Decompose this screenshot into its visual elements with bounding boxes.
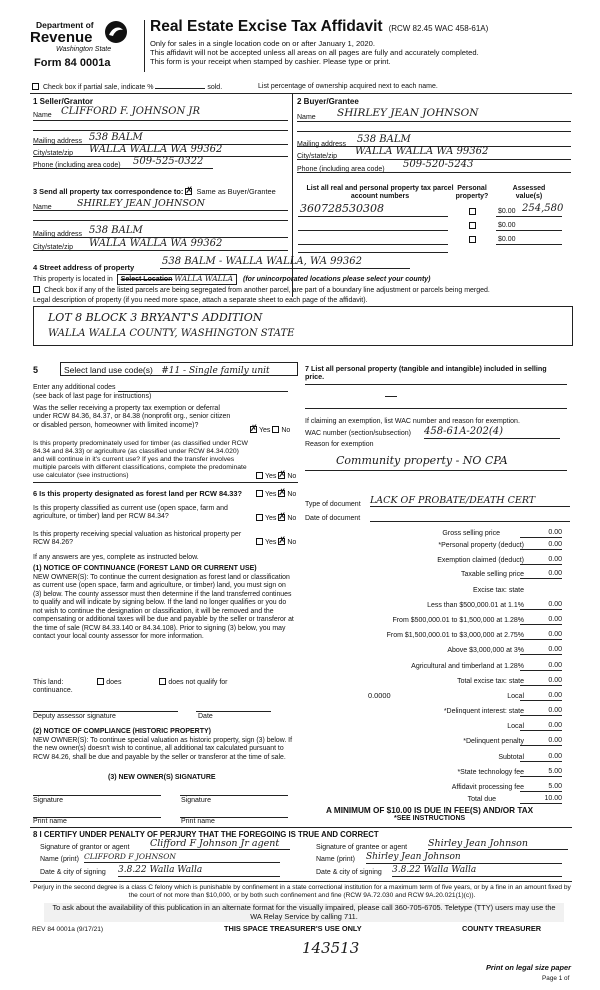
tax-row-label: Above $3,000,000 at 3% — [447, 647, 524, 654]
notice2-body: NEW OWNER(S): To continue special valuation as historic property, sign (3) below. If the new owner(s) doesn't wish to continue, all additional tax calculated pursuant to RCW 84.26, shall be due and payable by the seller or transferor at the time of sale. — [33, 737, 293, 761]
exemption-question: Was the seller receiving a property tax exemption or deferral under RCW 84.36, 84.37, or 84.38 (nonprofit org., senior citizen or disabled person, homeowner with limited income)? — [33, 405, 231, 429]
tax-row-line — [520, 776, 562, 777]
tax-row-value[interactable]: 0.00 — [548, 556, 562, 563]
legal-size-note: Print on legal size paper — [486, 963, 572, 972]
does-qualify-checkbox[interactable] — [97, 678, 104, 685]
forest-question: 6 Is this property designated as forest land per RCW 84.33? — [33, 489, 243, 498]
form-number: Form 84 0001a — [34, 57, 111, 69]
s3-name-label: Name — [33, 204, 52, 211]
doc-type[interactable]: LACK OF PROBATE/DEATH CERT — [370, 495, 570, 507]
personal-property-checkbox[interactable] — [469, 222, 476, 229]
parcel-col3: Assessed value(s) — [512, 185, 546, 201]
grantor-signature[interactable]: Clifford F Johnson Jr agent — [150, 838, 290, 850]
tax-row-line — [520, 700, 562, 701]
seller-city-label: City/state/zip — [33, 150, 74, 157]
tax-row-label: Excise tax: state — [473, 587, 524, 594]
timber-question: Is this property predominately used for timber (as classified under RCW 84.34 and 84.33) or agriculture (as classified under RCW 84.34.020) and will continue in it's current use? If yes and the transfer involves multiple parcels with different classifications, complete the predominate use calculator (see instructions) — [33, 440, 248, 480]
tax-row-value[interactable]: 5.00 — [548, 768, 562, 775]
tax-row-value[interactable]: 0.00 — [548, 677, 562, 684]
tax-row-value[interactable]: 0.00 — [548, 722, 562, 729]
buyer-city-label: City/state/zip — [297, 153, 338, 160]
ownership-note: List percentage of ownership acquired next to each name. — [258, 83, 438, 90]
tax-row-label: *Delinquent interest: state — [443, 708, 524, 715]
s3-addr-label: Mailing address — [33, 231, 83, 238]
grantee-date[interactable]: 3.8.22 Walla Walla — [392, 865, 562, 877]
local-rate: 0.0000 — [368, 691, 391, 700]
notice1-body: NEW OWNER(S): To continue the current designation as forest land or classification as current use (open space, farm and agriculture, or timber) land, you must sign on (3) below. The county assessor must then determine if the land transferred continues to qualify and will indicate by signing below. If the land no longer qualifies or you do not wish to continue the designation or classification, it will be removed and the compensating or additional taxes will be due and payable by the seller or transferor at the time of sale (RCW 84.33.140 or 84.34.108). Prior to signing (3) below, you may contact your local county assessor for more information. — [33, 574, 294, 640]
historic-yes-no: Yes ✗ No — [256, 538, 296, 547]
s3-city[interactable]: WALLA WALLA WA 99362 — [89, 238, 223, 249]
historic-yes-checkbox[interactable] — [256, 538, 263, 545]
tax-row-label: *Personal property (deduct) — [438, 542, 524, 549]
perjury-notice: Perjury in the second degree is a class C felony which is punishable by confinement in a state correctional institution for a maximum term of five years, or by a fine in an amount fixed by the court of not more than $10,000, or by both such confinement and fine (RCW 9A.72.030 and RCW 9A.20.021(1)(c)). — [33, 884, 571, 899]
seller-phone[interactable]: 509-525-0322 — [133, 156, 204, 167]
minimum-due: A MINIMUM OF $10.00 IS DUE IN FEE(S) AND/OR TAX — [326, 806, 534, 815]
current-use-question: Is this property classified as current use (open space, farm and agriculture, or timber) land per RCW 84.34? — [33, 505, 228, 521]
grantor-sign-row: Signature of grantor or agent — [40, 844, 130, 851]
location-value: WALLA WALLA — [174, 274, 234, 283]
buyer-addr[interactable]: 538 BALM — [357, 134, 411, 145]
same-as-buyer-label: Same as Buyer/Grantee — [196, 187, 276, 196]
seller-heading: 1 Seller/Grantor — [33, 97, 94, 106]
tax-row-label: Exemption claimed (deduct) — [437, 557, 524, 564]
does-not-qualify-checkbox[interactable] — [159, 678, 166, 685]
location-struck: Select Location — [120, 276, 173, 283]
assessed-value-handwritten[interactable]: 254,580 — [522, 203, 564, 214]
tax-row-line — [520, 578, 562, 579]
tax-row-line — [520, 730, 562, 731]
dor-swoosh-icon — [104, 20, 128, 44]
tax-row-label: Agricultural and timberland at 1.28% — [411, 663, 524, 670]
legal-description-box[interactable] — [33, 306, 573, 346]
tax-row-label: Total due — [467, 796, 496, 803]
parcel-col1: List all real and personal property tax parcel account numbers — [306, 185, 454, 201]
forest-no-checkbox[interactable] — [278, 490, 285, 497]
timber-no-checkbox[interactable] — [278, 472, 285, 479]
s7-dash — [385, 396, 397, 397]
tax-row-line — [520, 761, 562, 762]
grantor-date[interactable]: 3.8.22 Walla Walla — [118, 865, 280, 877]
this-land-row: This land: does does not qualify for — [33, 679, 228, 686]
tax-row-label: *Delinquent penalty — [463, 738, 524, 745]
buyer-addr-label: Mailing address — [297, 141, 347, 148]
buyer-phone[interactable]: 509-520-5243 — [403, 159, 474, 170]
historic-question: Is this property receiving special valuation as historical property per RCW 84.26? — [33, 531, 242, 547]
partial-sale-sold: sold. — [207, 84, 223, 91]
seller-city[interactable]: WALLA WALLA WA 99362 — [89, 144, 223, 155]
exemption-yes-no: ✗Yes No — [250, 426, 290, 435]
land-use-code: #11 - Single family unit — [161, 366, 270, 376]
segregated-row — [33, 286, 578, 295]
parcel-row — [298, 204, 568, 217]
owner-print-label-1: Print name — [33, 818, 67, 825]
grantee-name-label: Name (print) — [316, 856, 355, 863]
tax-row-label: Local — [507, 693, 524, 700]
tax-row-line — [520, 685, 562, 686]
grantee-sign-label: Signature of grantee or agent — [316, 844, 408, 851]
stamp-number: 143513 — [302, 939, 360, 957]
location-select[interactable] — [117, 274, 237, 285]
tax-row-line — [520, 609, 562, 610]
grantee-signature[interactable]: Shirley Jean Johnson — [428, 838, 568, 850]
tax-row-line — [520, 639, 562, 640]
tax-row-label: Taxable selling price — [460, 571, 524, 578]
tax-row-value[interactable]: 0.00 — [548, 570, 562, 577]
located-note: (for unincorporated locations please select your county) — [243, 276, 431, 283]
tax-row-label: Affidavit processing fee — [451, 784, 524, 791]
tax-row-line — [520, 670, 562, 671]
county-treasurer: COUNTY TREASURER — [462, 924, 542, 933]
parcel-row — [298, 232, 568, 245]
rev-number: REV 84 0001a (9/17/21) — [32, 926, 104, 933]
deputy-signature-label: Deputy assessor signature — [33, 713, 116, 720]
land-use-select-label: Select land use code(s) — [64, 365, 153, 375]
tax-row-line — [520, 537, 562, 538]
header-sub3: This form is your receipt when stamped by cashier. Please type or print. — [150, 57, 391, 66]
located-row — [33, 274, 573, 285]
owner-print-label-2: Print name — [181, 818, 215, 825]
doc-date-label: Date of document — [305, 515, 361, 522]
treasurer-only: THIS SPACE TREASURER'S USE ONLY — [224, 924, 362, 933]
partial-sale-label: Check box if partial sale, indicate % — [42, 84, 154, 91]
tax-row-value[interactable]: 0.00 — [548, 631, 562, 638]
notice3-heading: (3) NEW OWNER(S) SIGNATURE — [108, 774, 216, 781]
exemption-no-checkbox[interactable] — [272, 426, 279, 433]
s7-label: 7 List all personal property (tangible and intangible) included in selling price. — [305, 364, 547, 382]
assessed-value: $0.00 — [498, 236, 516, 243]
personal-property-checkbox[interactable] — [469, 236, 476, 243]
tax-row-value[interactable]: 0.00 — [548, 541, 562, 548]
tax-row-line — [520, 715, 562, 716]
parcel-col2: Personal property? — [455, 185, 489, 201]
tax-row-line — [520, 654, 562, 655]
header-sub2: This affidavit will not be accepted unless all areas on all pages are fully and accurately completed. — [150, 48, 479, 57]
legal-label: Legal description of property (if you need more space, attach a separate sheet to each page of the affidavit). — [33, 297, 368, 304]
tax-row-value[interactable]: 0.00 — [548, 616, 562, 623]
current-use-yes-checkbox[interactable] — [256, 514, 263, 521]
notice2-heading: (2) NOTICE OF COMPLIANCE (HISTORIC PROPERTY) — [33, 728, 211, 735]
section3-heading-row — [33, 188, 293, 197]
form-rcw: (RCW 82.45 WAC 458-61A) — [388, 24, 489, 33]
header-sub1: Only for sales in a single location code on or after January 1, 2020. — [150, 39, 375, 48]
reason-label: Reason for exemption — [305, 441, 374, 448]
timber-yes-no: Yes ✗ No — [256, 472, 296, 481]
partial-sale-row — [32, 83, 572, 92]
buyer-city[interactable]: WALLA WALLA WA 99362 — [355, 146, 489, 157]
tax-row-value[interactable]: 0.00 — [548, 529, 562, 536]
tax-row-value[interactable]: 5.00 — [548, 783, 562, 790]
buyer-phone-label: Phone (including area code) — [297, 166, 385, 173]
seller-phone-label: Phone (including area code) — [33, 162, 121, 169]
accessibility-notice: To ask about the availability of this publication in an alternate format for the visually impaired, please call 360-705-6705. Teletype (TTY) users may use the WA Relay Service by calling 711. — [44, 903, 564, 922]
tax-row-value[interactable]: 0.00 — [548, 601, 562, 608]
s8-heading: 8 I CERTIFY UNDER PENALTY OF PERJURY THAT THE FOREGOING IS TRUE AND CORRECT — [33, 830, 379, 839]
tax-row-value[interactable]: 10.00 — [544, 795, 562, 802]
wac-label: WAC number (section/subsection) — [305, 430, 411, 437]
exemption-yes-checkbox[interactable] — [250, 426, 257, 433]
same-as-buyer-checkbox[interactable] — [185, 188, 192, 195]
dept-line3: Washington State — [56, 46, 112, 53]
tax-row-line — [520, 549, 562, 550]
grantor-name[interactable]: CLIFFORD F JOHNSON — [84, 853, 280, 863]
doc-type-label: Type of document — [305, 501, 361, 508]
tax-row-label: Less than $500,000.01 at 1.1% — [427, 602, 524, 609]
segregated-checkbox[interactable] — [33, 286, 40, 293]
s4-label: 4 Street address of property — [33, 263, 135, 272]
grantee-date-label: Date & city of signing — [316, 869, 382, 876]
buyer-heading: 2 Buyer/Grantee — [297, 97, 359, 106]
legal-line2: WALLA WALLA COUNTY, WASHINGTON STATE — [48, 328, 295, 339]
tax-row-value[interactable]: 0.00 — [548, 646, 562, 653]
exempt-label: If claiming an exemption, list WAC number and reason for exemption. — [305, 418, 520, 425]
tax-row-value[interactable]: 0.00 — [548, 737, 562, 744]
assessed-value: $0.00 — [498, 222, 516, 229]
property-address[interactable]: 538 BALM - WALLA WALLA, WA 99362 — [162, 256, 362, 267]
page-number: Page 1 of — [542, 975, 570, 982]
wac-number[interactable]: 458-61A-202(4) — [424, 426, 560, 439]
tax-row-label: From $500,000.01 to $1,500,000 at 1.28% — [392, 617, 524, 624]
seller-name[interactable]: CLIFFORD F. JOHNSON JR — [61, 106, 200, 117]
forest-yes-checkbox[interactable] — [256, 490, 263, 497]
land-use-select[interactable] — [60, 362, 298, 376]
tax-row-value[interactable]: 0.00 — [548, 753, 562, 760]
seller-addr[interactable]: 538 BALM — [89, 132, 143, 143]
current-use-no-checkbox[interactable] — [278, 514, 285, 521]
continuance-label: continuance. — [33, 687, 73, 694]
tax-row-line — [520, 745, 562, 746]
buyer-name-label: Name — [297, 114, 316, 121]
s5-num: 5 — [33, 365, 39, 375]
assessed-value: $0.00 — [498, 208, 516, 215]
s3-name[interactable]: SHIRLEY JEAN JOHNSON — [77, 198, 205, 209]
form-title: Real Estate Excise Tax Affidavit — [150, 18, 383, 35]
exemption-reason[interactable]: Community property - NO CPA — [336, 454, 508, 467]
dept-line2: Revenue — [30, 29, 93, 46]
additional-codes-label: Enter any additional codes — [33, 384, 116, 391]
s3-addr[interactable]: 538 BALM — [89, 225, 143, 236]
owner-signature-label-1: Signature — [33, 797, 63, 804]
segregated-label: Check box if any of the listed parcels are being segregated from another parcel, are part of a boundary line adjustment or parcels being merged. — [43, 287, 490, 294]
dept-line1: Department of — [36, 20, 94, 30]
dor-logo — [30, 16, 130, 74]
tax-row-line — [520, 791, 562, 792]
see-instructions-note: *SEE INSTRUCTIONS — [394, 815, 466, 822]
tax-row-label: Subtotal — [498, 754, 524, 761]
tax-row-label: From $1,500,000.01 to $3,000,000 at 2.75% — [386, 632, 524, 639]
buyer-name[interactable]: SHIRLEY JEAN JOHNSON — [337, 107, 479, 119]
located-label: This property is located in — [33, 276, 113, 283]
if-yes-note: If any answers are yes, complete as instructed below. — [33, 554, 199, 561]
notice1-heading: (1) NOTICE OF CONTINUANCE (FOREST LAND OR CURRENT USE) — [33, 565, 257, 572]
deputy-date-label: Date — [198, 713, 213, 720]
s3-city-label: City/state/zip — [33, 244, 74, 251]
grantee-name[interactable]: Shirley Jean Johnson — [366, 852, 562, 864]
tax-row-value[interactable]: 0.00 — [548, 707, 562, 714]
legal-line1: LOT 8 BLOCK 3 BRYANT'S ADDITION — [48, 311, 263, 324]
owner-signature-label-2: Signature — [181, 797, 211, 804]
tax-row-value[interactable]: 0.00 — [548, 662, 562, 669]
personal-property-checkbox[interactable] — [469, 208, 476, 215]
seller-addr-label: Mailing address — [33, 138, 83, 145]
section3-heading: 3 Send all property tax correspondence to: — [33, 187, 184, 196]
historic-no-checkbox[interactable] — [278, 538, 285, 545]
seller-name-label: Name — [33, 112, 52, 119]
tax-row-label: *State technology fee — [457, 769, 524, 776]
partial-sale-checkbox[interactable] — [32, 83, 39, 90]
grantor-name-label: Name (print) — [40, 856, 79, 863]
grantor-date-label: Date & city of signing — [40, 869, 106, 876]
current-use-yes-no: Yes ✗ No — [256, 514, 296, 523]
see-instructions: (see back of last page for instructions) — [33, 393, 152, 400]
timber-yes-checkbox[interactable] — [256, 472, 263, 479]
tax-row-line — [520, 624, 562, 625]
tax-row-value[interactable]: 0.00 — [548, 692, 562, 699]
forest-yes-no: Yes ✗ No — [256, 490, 296, 499]
tax-row-label: Local — [507, 723, 524, 730]
parcel-number[interactable]: 360728530308 — [300, 202, 384, 215]
tax-row-label: Total excise tax: state — [457, 678, 524, 685]
tax-row-line — [520, 564, 562, 565]
tax-row-line — [520, 803, 562, 804]
tax-row-label: Gross selling price — [442, 530, 500, 537]
parcel-row — [298, 218, 568, 231]
